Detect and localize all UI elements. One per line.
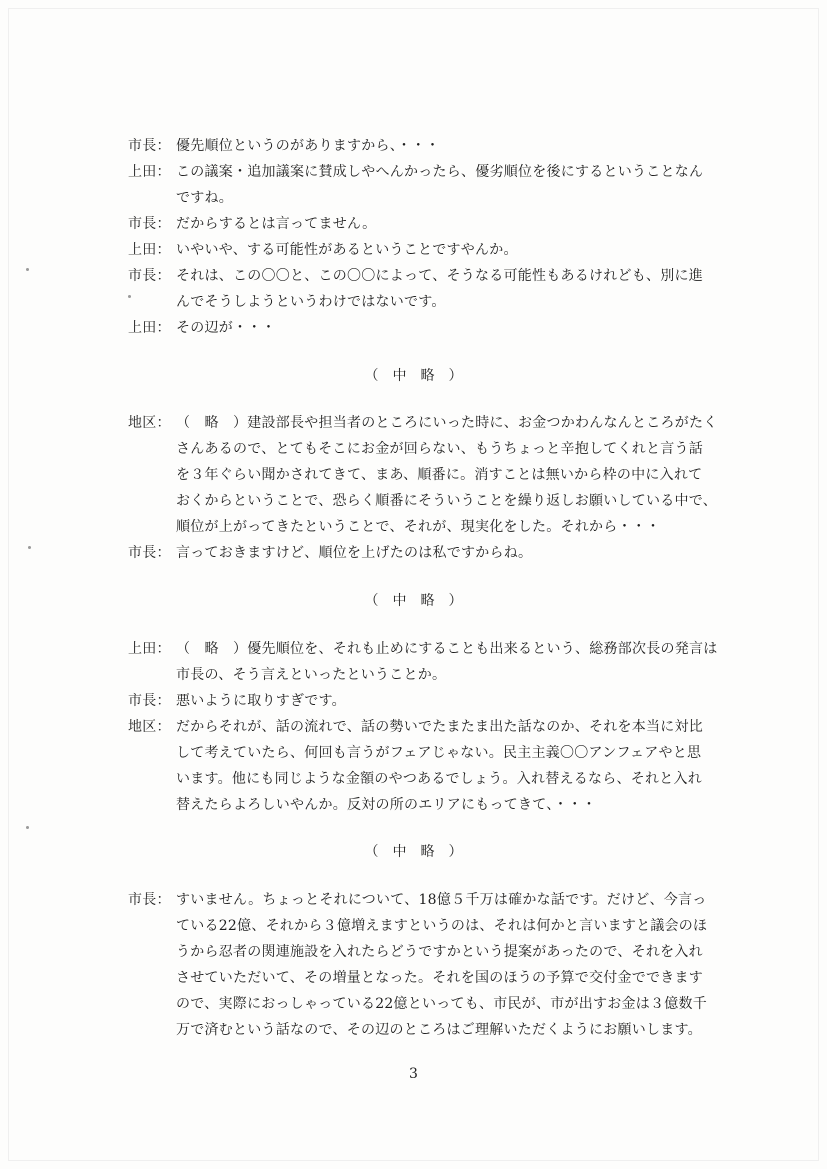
speaker-label: 地区： bbox=[128, 719, 171, 735]
utterance-text: ので、実際におっしゃっている22億といっても、市民が、市が出すお金は３億数千 bbox=[176, 996, 708, 1012]
utterance-text: だからするとは言ってません。 bbox=[176, 216, 377, 232]
dialogue-line bbox=[128, 462, 720, 488]
dialogue-line bbox=[128, 887, 720, 913]
section-omission-marker: （ 中 略 ） bbox=[364, 368, 463, 384]
utterance-text: 優先順位というのがありますから、・・・ bbox=[176, 138, 440, 154]
utterance-text: この議案・追加議案に賛成しやへんかったら、優劣順位を後にするということなん bbox=[176, 164, 704, 180]
utterance-text: ている22億、それから３億増えますというのは、それは何かと言いますと議会のほ bbox=[176, 918, 708, 934]
dialogue-block-3 bbox=[128, 636, 720, 818]
utterance-text: 市長の、そう言えといったということか。 bbox=[176, 667, 447, 683]
utterance-text: 順位が上がってきたということで、それが、現実化をした。それから・・・ bbox=[176, 519, 661, 535]
utterance-text: いやいや、する可能性があるということですやんか。 bbox=[176, 242, 518, 258]
section-omission-marker: （ 中 略 ） bbox=[364, 593, 463, 609]
scan-speck bbox=[28, 546, 31, 549]
dialogue-line bbox=[128, 488, 720, 514]
dialogue-line bbox=[128, 289, 720, 315]
dialogue-line bbox=[128, 636, 720, 662]
dialogue-line bbox=[128, 714, 720, 740]
speaker-label: 上田： bbox=[128, 164, 171, 180]
dialogue-line bbox=[128, 991, 720, 1017]
speaker-label: 市長： bbox=[128, 216, 171, 232]
utterance-text: （ 略 ）優先順位を、それも止めにすることも出来るという、総務部次長の発言は bbox=[176, 641, 718, 657]
dialogue-line bbox=[128, 514, 720, 540]
utterance-text: その辺が・・・ bbox=[176, 320, 276, 336]
utterance-text: 言っておきますけど、順位を上げたのは私ですからね。 bbox=[176, 545, 533, 561]
page-number: 3 bbox=[409, 1066, 418, 1082]
speaker-label: 地区： bbox=[128, 415, 171, 431]
speaker-label: 上田： bbox=[128, 242, 171, 258]
dialogue-line bbox=[128, 965, 720, 991]
dialogue-line bbox=[128, 766, 720, 792]
dialogue-line bbox=[128, 436, 720, 462]
dialogue-line bbox=[128, 939, 720, 965]
utterance-text: 替えたらよろしいやんか。反対の所のエリアにもってきて、・・・ bbox=[176, 797, 597, 813]
utterance-text: 悪いように取りすぎです。 bbox=[176, 693, 346, 709]
scan-speck bbox=[26, 826, 29, 829]
dialogue-line bbox=[128, 540, 720, 566]
dialogue-line bbox=[128, 740, 720, 766]
utterance-text: それは、この〇〇と、この〇〇によって、そうなる可能性もあるけれども、別に進 bbox=[176, 268, 703, 284]
utterance-text: させていただいて、その増量となった。それを国のほうの予算で交付金でできます bbox=[176, 970, 703, 986]
scan-speck bbox=[26, 268, 29, 271]
utterance-text: ですね。 bbox=[176, 190, 233, 206]
speaker-label: 上田： bbox=[128, 320, 171, 336]
dialogue-line bbox=[128, 237, 720, 263]
utterance-text: すいません。ちょっとそれについて、18億５千万は確かな話です。だけど、今言っ bbox=[176, 892, 707, 908]
dialogue-block-1 bbox=[128, 133, 720, 341]
utterance-text: うから忍者の関連施設を入れたらどうですかという提案があったので、それを入れ bbox=[176, 944, 703, 960]
utterance-text: おくからということで、恐らく順番にそういうことを繰り返しお願いしている中で、 bbox=[176, 493, 717, 509]
dialogue-line bbox=[128, 410, 720, 436]
utterance-text: さんあるので、とてもそこにお金が回らない、もうちょっと辛抱してくれと言う話 bbox=[176, 441, 703, 457]
speaker-label: 上田： bbox=[128, 641, 171, 657]
dialogue-line bbox=[128, 211, 720, 237]
dialogue-block-4 bbox=[128, 887, 720, 1043]
speaker-label: 市長： bbox=[128, 693, 171, 709]
utterance-text: だからそれが、話の流れで、話の勢いでたまたま出た話なのか、それを本当に対比 bbox=[176, 719, 703, 735]
speaker-label: 市長： bbox=[128, 268, 171, 284]
utterance-text: 万で済むという話なので、その辺のところはご理解いただくようにお願いします。 bbox=[176, 1022, 702, 1038]
speaker-label: 市長： bbox=[128, 138, 171, 154]
utterance-text: （ 略 ）建設部長や担当者のところにいった時に、お金つかわんなんところがたく bbox=[176, 415, 718, 431]
speaker-label: 市長： bbox=[128, 545, 171, 561]
utterance-text: います。他にも同じような金額のやつあるでしょう。入れ替えるなら、それと入れ bbox=[176, 771, 702, 787]
dialogue-line bbox=[128, 792, 720, 818]
dialogue-line bbox=[128, 263, 720, 289]
utterance-text: を３年ぐらい聞かされてきて、まあ、順番に。消すことは無いから枠の中に入れて bbox=[176, 467, 703, 483]
dialogue-line bbox=[128, 185, 720, 211]
dialogue-block-2 bbox=[128, 410, 720, 566]
dialogue-line bbox=[128, 662, 720, 688]
dialogue-line bbox=[128, 133, 720, 159]
utterance-text: んでそうしようというわけではないです。 bbox=[176, 294, 446, 310]
dialogue-line bbox=[128, 315, 720, 341]
dialogue-line bbox=[128, 159, 720, 185]
utterance-text: して考えていたら、何回も言うがフェアじゃない。民主主義〇〇アンフェアやと思 bbox=[176, 745, 702, 761]
speaker-label: 市長： bbox=[128, 892, 171, 908]
dialogue-line bbox=[128, 1017, 720, 1043]
dialogue-line bbox=[128, 913, 720, 939]
dialogue-line bbox=[128, 688, 720, 714]
section-omission-marker: （ 中 略 ） bbox=[364, 844, 463, 860]
